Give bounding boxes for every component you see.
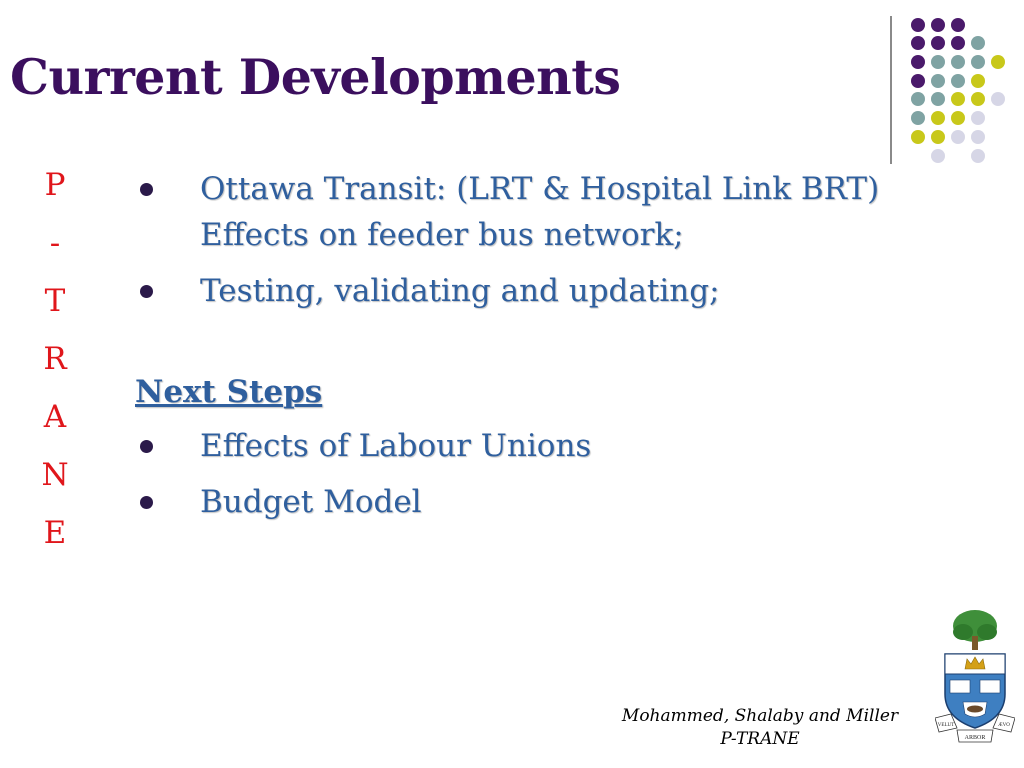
dot-purple: [911, 55, 925, 69]
footer-project: P-TRANE: [720, 729, 800, 749]
dot-lavender: [971, 111, 985, 125]
dot-teal: [951, 55, 965, 69]
dot-lavender: [931, 149, 945, 163]
side-letter: P: [44, 167, 66, 203]
university-crest-icon: [935, 606, 1015, 746]
slide-footer: [600, 705, 920, 751]
dot-lavender: [971, 130, 985, 144]
bullet-icon: [140, 285, 153, 298]
bullet-text: Testing, validating and updating;: [200, 273, 720, 309]
dot-purple: [911, 74, 925, 88]
slide-title: Current Developments: [10, 48, 621, 106]
dot-purple: [911, 36, 925, 50]
slide-body: [130, 166, 950, 525]
side-letter: -: [49, 225, 61, 261]
side-letter: R: [43, 341, 67, 377]
bullet-text: Budget Model: [200, 484, 422, 520]
crest-book: [980, 680, 1000, 693]
crest-tree-leaf: [977, 624, 997, 640]
crest-beaver: [967, 706, 983, 713]
bullet-icon: [140, 183, 153, 196]
dot-teal: [951, 74, 965, 88]
side-letter: A: [43, 399, 67, 435]
dot-teal: [971, 36, 985, 50]
dot-purple: [911, 18, 925, 32]
crest-motto-right: ÆVO: [998, 723, 1010, 728]
bullet-item: [130, 479, 950, 525]
dot-yellow: [991, 55, 1005, 69]
footer-authors: Mohammed, Shalaby and Miller: [621, 706, 899, 726]
dot-purple: [951, 18, 965, 32]
side-vertical-acronym: [30, 166, 80, 572]
dot-purple: [931, 36, 945, 50]
dot-yellow: [951, 111, 965, 125]
dot-yellow: [931, 130, 945, 144]
next-steps-heading: Next Steps: [135, 374, 323, 410]
bullet-icon: [140, 440, 153, 453]
decorative-divider: [890, 16, 892, 164]
bullet-item: [130, 166, 950, 258]
dot-lavender: [971, 149, 985, 163]
dot-purple: [951, 36, 965, 50]
dot-yellow: [971, 92, 985, 106]
bullet-text: Effects of Labour Unions: [200, 428, 592, 464]
dot-purple: [931, 18, 945, 32]
decorative-dot-grid: [905, 12, 1015, 162]
dot-teal: [931, 92, 945, 106]
bullet-item: [130, 268, 950, 314]
dot-yellow: [911, 130, 925, 144]
bullet-item: [130, 423, 950, 469]
dot-teal: [971, 55, 985, 69]
side-letter: T: [44, 283, 66, 319]
dot-lavender: [991, 92, 1005, 106]
dot-yellow: [971, 74, 985, 88]
dot-teal: [911, 111, 925, 125]
dot-teal: [931, 74, 945, 88]
crest-tree-trunk: [972, 636, 978, 650]
side-letter: E: [43, 515, 67, 551]
crest-motto-bottom: ARBOR: [964, 735, 986, 741]
dot-teal: [931, 55, 945, 69]
crest-motto-left: VELUT: [937, 723, 955, 728]
dot-lavender: [951, 130, 965, 144]
crest-tree-leaf: [953, 624, 973, 640]
dot-teal: [911, 92, 925, 106]
dot-yellow: [931, 111, 945, 125]
bullet-text: Ottawa Transit: (LRT & Hospital Link BRT) Effects on feeder bus network;: [200, 171, 880, 253]
crest-book: [950, 680, 970, 693]
side-letter: N: [41, 457, 69, 493]
bullet-icon: [140, 496, 153, 509]
dot-yellow: [951, 92, 965, 106]
